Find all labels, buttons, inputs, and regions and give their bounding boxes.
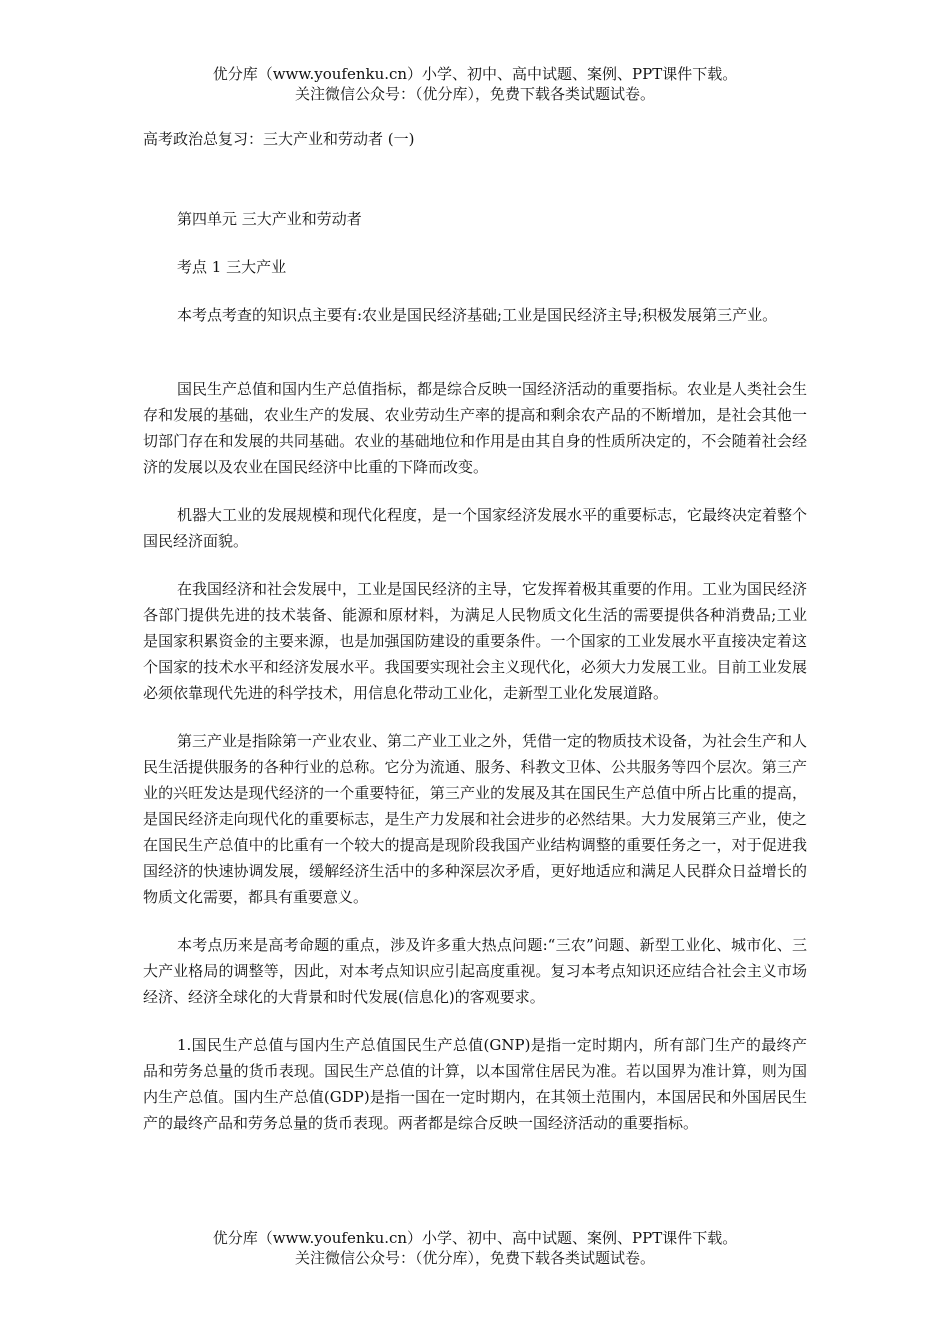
header-line-1: 优分库（www.youfenku.cn）小学、初中、高中试题、案例、PPT课件下载。 xyxy=(212,65,738,83)
paragraph-agriculture: 国民生产总值和国内生产总值指标，都是综合反映一国经济活动的重要指标。农业是人类社会生存和发展的基础，农业生产的发展、农业劳动生产率的提高和剩余农产品的不断增加，是社会其他一切部门存在和发展的共同基础。农业的基础地位和作用是由其自身的性质所决定的，不会随着社会经济的发展以及农业在国民经济中比重的下降而改变。 xyxy=(143,380,808,476)
unit-title: 第四单元 三大产业和劳动者 xyxy=(177,210,362,228)
paragraph-overview: 本考点考查的知识点主要有:农业是国民经济基础;工业是国民经济主导;积极发展第三产业。 xyxy=(177,306,778,324)
document-body xyxy=(143,126,807,1158)
page-header xyxy=(0,64,950,104)
paragraph-machine-industry: 机器大工业的发展规模和现代化程度，是一个国家经济发展水平的重要标志，它最终决定着整个国民经济面貌。 xyxy=(143,506,808,550)
document-title: 高考政治总复习：三大产业和劳动者 (一) xyxy=(143,130,415,148)
paragraph-gnp-gdp: 1.国民生产总值与国内生产总值国民生产总值(GNP)是指一定时期内，所有部门生产的最终产品和劳务总量的货币表现。国民生产总值的计算，以本国常住居民为准。若以国界为准计算，则为国内生产总值。国内生产总值(GDP)是指一国在一定时期内，在其领土范围内，本国居民和外国居民生产的最终产品和劳务总量的货币表现。两者都是综合反映一国经济活动的重要指标。 xyxy=(143,1036,807,1132)
paragraph-industry: 在我国经济和社会发展中，工业是国民经济的主导，它发挥着极其重要的作用。工业为国民经济各部门提供先进的技术装备、能源和原材料，为满足人民物质文化生活的需要提供各种消费品;工业是国家积累资金的主要来源，也是加强国防建设的重要条件。一个国家的工业发展水平直接决定着这个国家的技术水平和经济发展水平。我国要实现社会主义现代化，必须大力发展工业。目前工业发展必须依靠现代先进的科学技术，用信息化带动工业化，走新型工业化发展道路。 xyxy=(143,580,808,702)
paragraph-tertiary-industry: 第三产业是指除第一产业农业、第二产业工业之外，凭借一定的物质技术设备，为社会生产和人民生活提供服务的各种行业的总称。它分为流通、服务、科教文卫体、公共服务等四个层次。第三产业的兴旺发达是现代经济的一个重要特征，第三产业的发展及其在国民生产总值中所占比重的提高，是国民经济走向现代化的重要标志，是生产力发展和社会进步的必然结果。大力发展第三产业，使之在国民生产总值中的比重有一个较大的提高是现阶段我国产业结构调整的重要任务之一，对于促进我国经济的快速协调发展，缓解经济生活中的多种深层次矛盾，更好地适应和满足人民群众日益增长的物质文化需要，都具有重要意义。 xyxy=(143,732,808,906)
footer-line-2: 关注微信公众号：（优分库），免费下载各类试题试卷。 xyxy=(294,1249,655,1267)
footer-line-1: 优分库（www.youfenku.cn）小学、初中、高中试题、案例、PPT课件下载。 xyxy=(212,1229,738,1247)
paragraph-exam-focus: 本考点历来是高考命题的重点，涉及许多重大热点问题:“三农”问题、新型工业化、城市化、三大产业格局的调整等，因此，对本考点知识应引起高度重视。复习本考点知识还应结合社会主义市场经济、经济全球化的大背景和时代发展(信息化)的客观要求。 xyxy=(143,936,807,1006)
header-line-2: 关注微信公众号：（优分库），免费下载各类试题试卷。 xyxy=(294,85,655,103)
point-title: 考点 1 三大产业 xyxy=(177,258,287,276)
page-footer xyxy=(0,1228,950,1268)
